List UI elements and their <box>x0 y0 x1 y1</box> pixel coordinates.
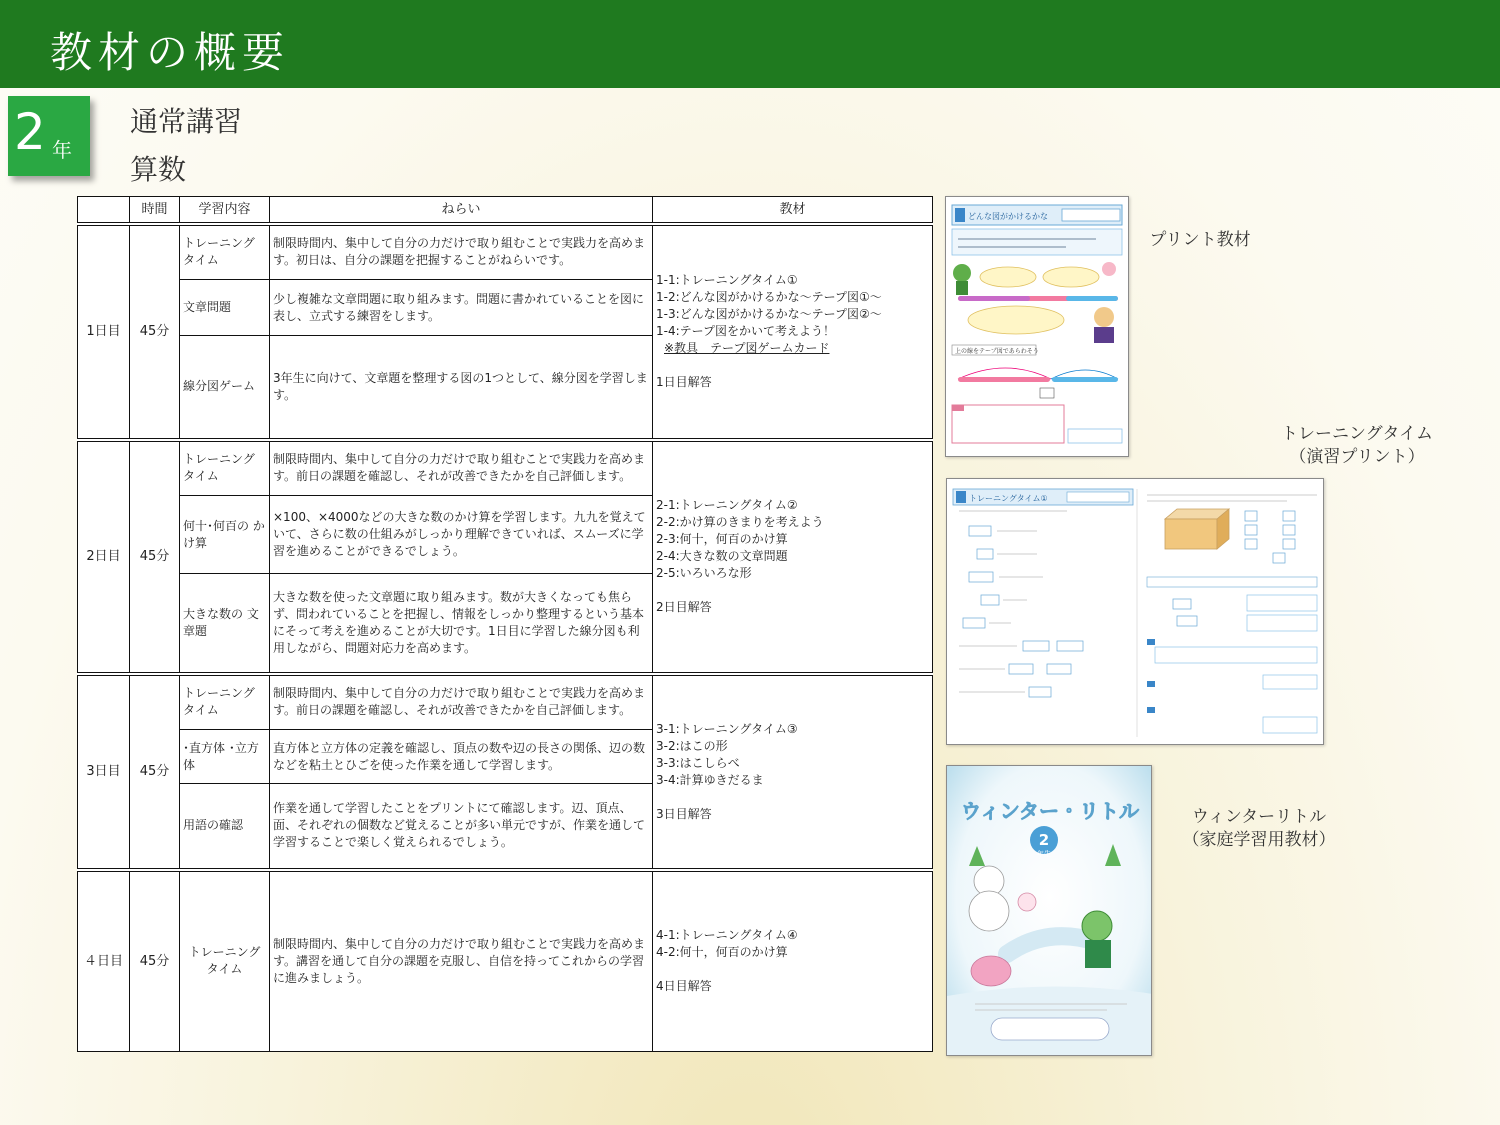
material-answer: 2日目解答 <box>656 600 712 614</box>
training-time-label <box>1262 423 1452 469</box>
material-item: 2-2:かけ算のきまりを考えよう <box>656 515 824 529</box>
grade-suffix: 年 <box>52 138 72 162</box>
print-box-label: 上の線をテープ図であらわそう <box>955 348 1039 355</box>
subject-title: 算数 <box>130 153 187 186</box>
header-aim: ねらい <box>270 197 653 224</box>
content-cell: 用語の確認 <box>180 784 270 870</box>
content-cell: 何十･何百の かけ算 <box>180 496 270 574</box>
day-block <box>78 870 933 1052</box>
material-item: 1-4:テープ図をかいて考えよう！ <box>656 324 836 338</box>
material-item: 1-3:どんな図がかけるかな～テープ図②～ <box>656 307 882 321</box>
winter-cover-title: ウィンター・リトル <box>961 799 1139 823</box>
material-cell <box>653 870 933 1052</box>
table-row <box>78 440 933 496</box>
material-item: 3-2:はこの形 <box>656 738 728 753</box>
aim-cell: 大きな数を使った文章題に取り組みます。数が大きくなっても焦らず、問われていることを把握し、情報をしっかり整理するという基本にそって考えを進めることが大切です。1日目に学習した線分図も利用しながら、問題対応力を高めます。 <box>270 574 653 674</box>
table-row <box>78 674 933 730</box>
material-item: 2-5:いろいろな形 <box>656 566 752 580</box>
header-material: 教材 <box>653 197 933 224</box>
content-cell: トレーニング タイム <box>180 224 270 280</box>
grade-badge <box>8 96 90 176</box>
day-cell: 2日目 <box>78 440 130 674</box>
time-cell: 45分 <box>130 674 180 870</box>
print-material-label: プリント教材 <box>1149 230 1251 250</box>
winter-cover-grade-number: 2 <box>1038 831 1050 849</box>
winter-little-thumbnail <box>946 765 1152 1056</box>
curriculum-table <box>77 196 933 1052</box>
training-sheet-title: トレーニングタイム① <box>969 494 1048 503</box>
aim-cell: ×100、×4000などの大きな数のかけ算を学習します。九九を覚えていて、さらに数の仕組みがしっかり理解できていれば、スムーズに学習を進めることができるでしょう。 <box>270 496 653 574</box>
material-item: 3-4:計算ゆきだるま <box>656 772 764 787</box>
aim-cell: 制限時間内、集中して自分の力だけで取り組むことで実践力を高めます。前日の課題を確認し、それが改善できたかを自己評価します。 <box>270 440 653 496</box>
aim-cell: 制限時間内、集中して自分の力だけで取り組むことで実践力を高めます。初日は、自分の課題を把握することがねらいです。 <box>270 224 653 280</box>
header-day <box>78 197 130 224</box>
material-answer: 1日目解答 <box>656 375 712 389</box>
aim-cell: 制限時間内、集中して自分の力だけで取り組むことで実践力を高めます。講習を通して自分の課題を克服し、自信を持ってこれからの学習に進みましょう。 <box>270 870 653 1052</box>
training-sheet-image <box>947 479 1324 745</box>
print-sheet-image <box>946 197 1129 457</box>
material-cell <box>653 224 933 440</box>
day-block <box>78 224 933 440</box>
material-cell <box>653 674 933 870</box>
time-cell: 45分 <box>130 224 180 440</box>
print-material-thumbnail <box>945 196 1129 457</box>
aim-cell: 制限時間内、集中して自分の力だけで取り組むことで実践力を高めます。前日の課題を確認し、それが改善できたかを自己評価します。 <box>270 674 653 730</box>
header-time: 時間 <box>130 197 180 224</box>
material-cell <box>653 440 933 674</box>
header-content: 学習内容 <box>180 197 270 224</box>
day-cell: 3日目 <box>78 674 130 870</box>
aim-cell: 3年生に向けて、文章題を整理する図の1つとして、線分図を学習します。 <box>270 336 653 440</box>
content-cell: トレーニング タイム <box>180 440 270 496</box>
material-item: 3-3:はこしらべ <box>656 755 740 770</box>
content-cell: 文章問題 <box>180 280 270 336</box>
material-answer: 3日目解答 <box>656 806 712 821</box>
table-header-row <box>78 197 933 224</box>
winter-cover-image <box>947 766 1152 1056</box>
winter-little-label <box>1170 806 1348 852</box>
content-cell: 大きな数の 文章題 <box>180 574 270 674</box>
material-answer: 4日目解答 <box>656 979 712 994</box>
day-cell: ４日目 <box>78 870 130 1052</box>
material-item: 4-2:何十，何百のかけ算 <box>656 945 788 960</box>
content-cell: 線分図ゲーム <box>180 336 270 440</box>
material-item: 4-1:トレーニングタイム④ <box>656 928 798 943</box>
material-item: 1-2:どんな図がかけるかな～テープ図①～ <box>656 290 882 304</box>
page-title: 教材の概要 <box>50 28 291 77</box>
time-cell: 45分 <box>130 440 180 674</box>
winter-label-line2: （家庭学習用教材） <box>1182 830 1336 850</box>
header-bar <box>0 0 1500 88</box>
content-cell: ･直方体 ･立方体 <box>180 730 270 784</box>
material-item: 1-1:トレーニングタイム① <box>656 273 798 287</box>
material-note: ※教具 テープ図ゲームカード <box>664 341 830 355</box>
training-time-thumbnail <box>946 478 1324 745</box>
aim-cell: 直方体と立方体の定義を確認し、頂点の数や辺の長さの関係、辺の数などを粘土とひごを使った作業を通して学習します。 <box>270 730 653 784</box>
aim-cell: 作業を通して学習したことをプリントにて確認します。辺、頂点、面、それぞれの個数など覚えることが多い単元ですが、作業を通して学習することで楽しく覚えられるでしょう。 <box>270 784 653 870</box>
material-item: 2-1:トレーニングタイム② <box>656 498 798 512</box>
winter-cover-grade-suffix: 年生 <box>1037 850 1051 858</box>
grade-number: 2 <box>14 103 46 161</box>
material-item: 3-1:トレーニングタイム③ <box>656 721 798 736</box>
table-row <box>78 224 933 280</box>
material-item: 2-3:何十，何百のかけ算 <box>656 532 788 546</box>
content-cell: トレーニング タイム <box>180 870 270 1052</box>
print-sheet-title: どんな図がかけるかな <box>968 212 1048 221</box>
time-cell: 45分 <box>130 870 180 1052</box>
table-row <box>78 870 933 1052</box>
course-title: 通常講習 <box>130 105 243 138</box>
day-block <box>78 674 933 870</box>
day-block <box>78 440 933 674</box>
material-item: 2-4:大きな数の文章問題 <box>656 549 788 563</box>
training-label-line1: トレーニングタイム <box>1281 424 1433 444</box>
day-cell: 1日目 <box>78 224 130 440</box>
aim-cell: 少し複雑な文章問題に取り組みます。問題に書かれていることを図に表し、立式する練習をします。 <box>270 280 653 336</box>
training-label-line2: （演習プリント） <box>1289 447 1425 467</box>
winter-label-line1: ウィンターリトル <box>1191 807 1327 827</box>
content-cell: トレーニングタイム <box>180 674 270 730</box>
